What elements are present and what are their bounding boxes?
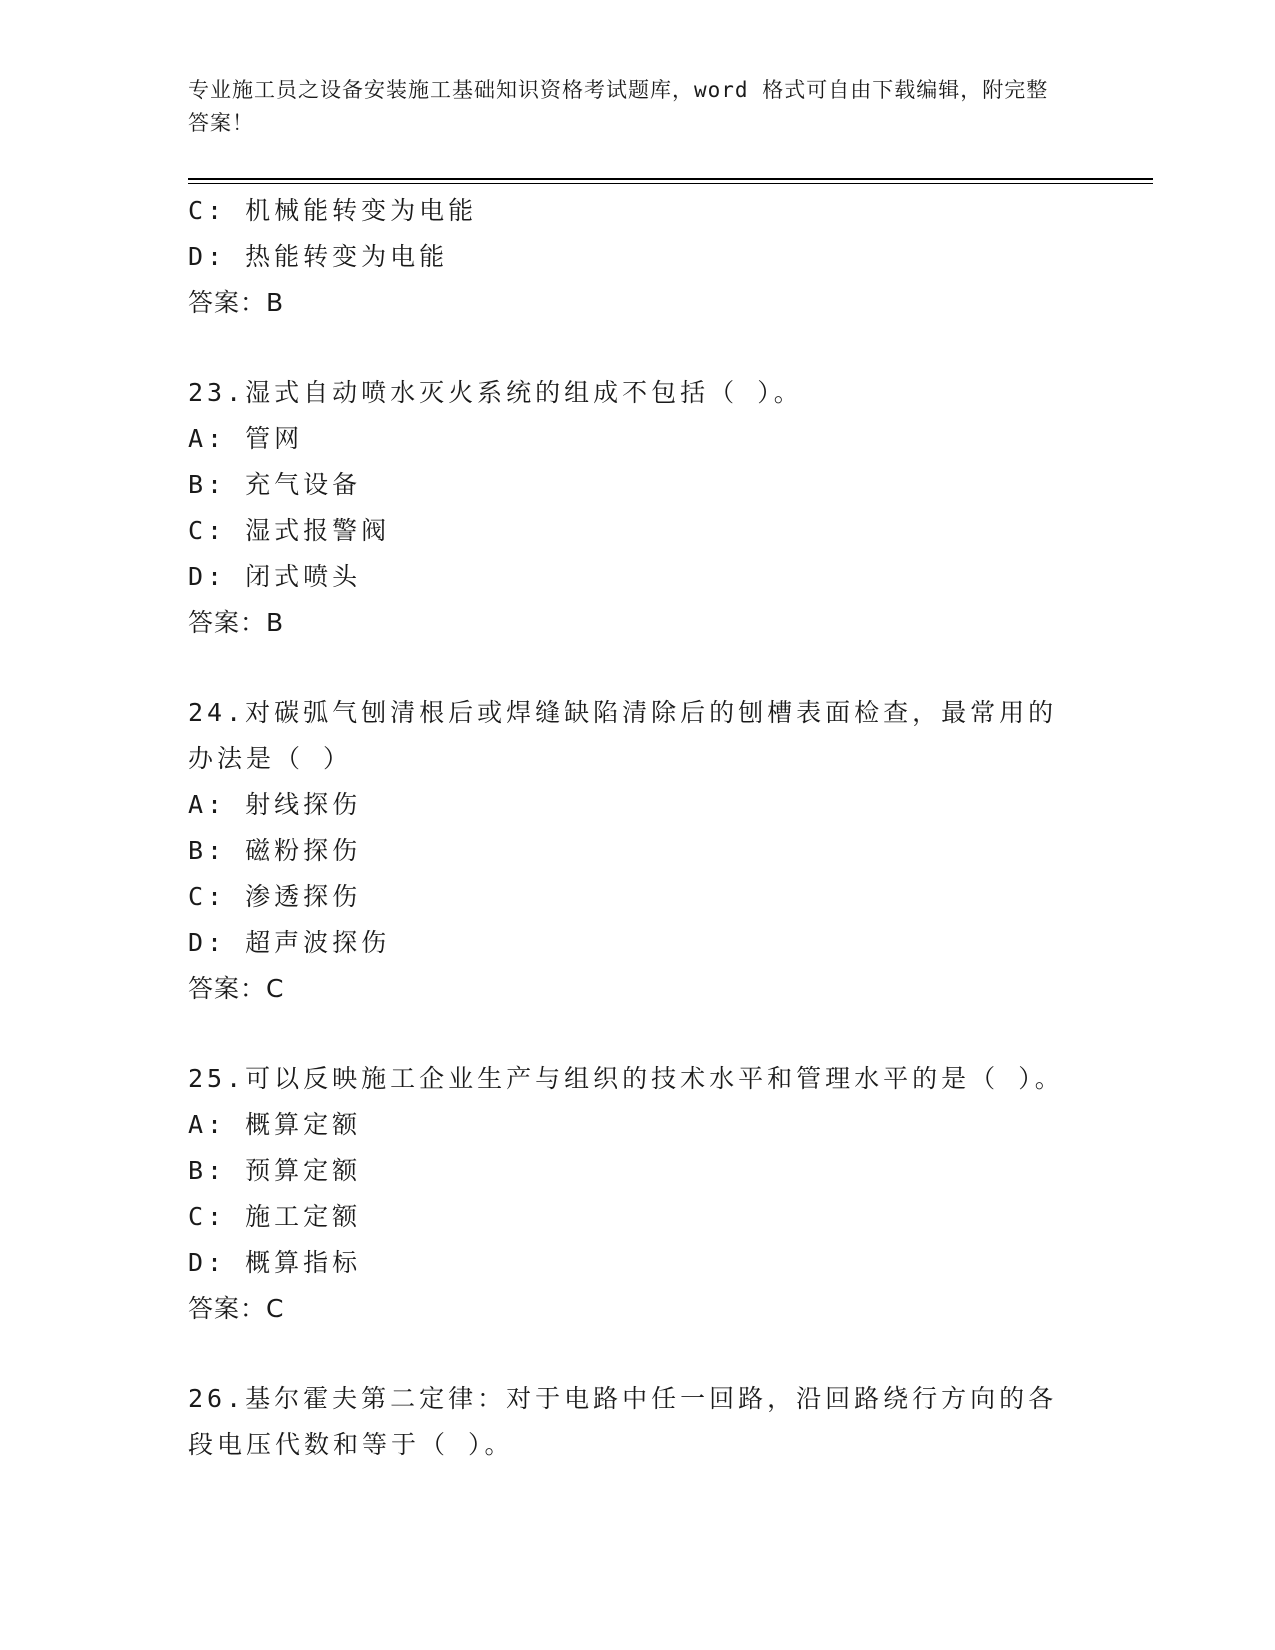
option-b: B: 充气设备 (188, 470, 362, 499)
question-text: 24.对碳弧气刨清根后或焊缝缺陷清除后的刨槽表面检查，最常用的办法是（ ） (188, 698, 1058, 773)
header-divider-thick (188, 178, 1153, 180)
option-a: A: 射线探伤 (188, 790, 362, 819)
question-content (188, 188, 1088, 1468)
header-divider-thin (188, 183, 1153, 184)
question-text: 26.基尔霍夫第二定律：对于电路中任一回路，沿回路绕行方向的各段电压代数和等于（ ）。 (188, 1384, 1058, 1459)
answer-line: 答案：C (188, 974, 285, 1003)
option-d: D: 闭式喷头 (188, 562, 362, 591)
question-24 (188, 690, 1088, 1012)
option-b: B: 预算定额 (188, 1156, 362, 1185)
question-23 (188, 370, 1088, 646)
question-text: 23.湿式自动喷水灭火系统的组成不包括（ ）。 (188, 378, 803, 407)
option-c: C: 机械能转变为电能 (188, 196, 478, 225)
option-b: B: 磁粉探伤 (188, 836, 362, 865)
answer-line: 答案：B (188, 288, 285, 317)
option-c: C: 施工定额 (188, 1202, 362, 1231)
answer-line: 答案：B (188, 608, 285, 637)
question-text: 25.可以反映施工企业生产与组织的技术水平和管理水平的是（ ）。 (188, 1064, 1064, 1093)
option-d: D: 热能转变为电能 (188, 242, 449, 271)
option-a: A: 管网 (188, 424, 304, 453)
question-25 (188, 1056, 1088, 1332)
document-header: 专业施工员之设备安装施工基础知识资格考试题库，word 格式可自由下载编辑，附完整答案！ (188, 78, 1049, 135)
option-c: C: 渗透探伤 (188, 882, 362, 911)
option-d: D: 超声波探伤 (188, 928, 391, 957)
option-c: C: 湿式报警阀 (188, 516, 391, 545)
option-d: D: 概算指标 (188, 1248, 362, 1277)
question-26 (188, 1376, 1088, 1468)
option-a: A: 概算定额 (188, 1110, 362, 1139)
answer-line: 答案：C (188, 1294, 285, 1323)
